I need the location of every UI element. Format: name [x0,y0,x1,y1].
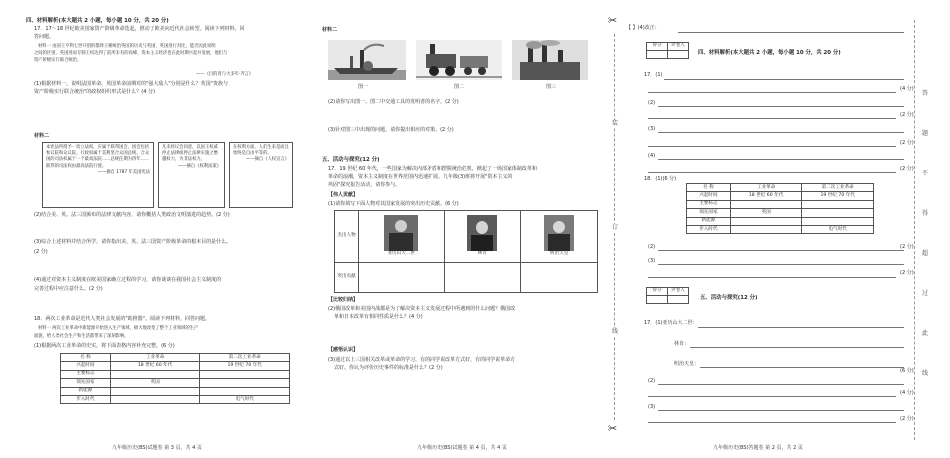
table-row [687,209,874,217]
q18-answer-3: (3) [648,258,656,264]
answer-line[interactable] [648,92,896,93]
q19-intro-1: 17．19 世纪 60 年代，一些国家为解决内部矛盾和摆脱统治危机，掀起了一场国家体制改革和 [328,166,537,172]
portrait-cell [444,211,521,263]
notice-char: 题 [922,130,929,137]
table-cell: 18 世纪 60 年代 [730,192,802,200]
table-cell: 主要标志 [687,200,731,208]
industrial-revolution-table [60,353,290,404]
points-label: (4 分) [900,390,914,396]
table-cell[interactable] [730,217,802,225]
table-row [61,387,290,395]
q17-intro-2: 答问题。 [34,34,55,40]
points-label: (2 分) [900,166,914,172]
figure-3-label: 图三 [546,84,557,90]
answer-line[interactable] [664,79,904,80]
table-cell: 新能源 [687,217,731,225]
table-cell: 英国 [730,209,802,217]
section-4-title: 四、材料解析(本大题共 2 小题，每小题 10 分，共 20 分) [26,18,169,24]
table-header-cell: 名 称 [687,184,731,192]
q18-part3: (3)针对图三中出现的问题，请你提出相应的对策。(2 分) [328,127,454,133]
table-cell [200,387,290,395]
binding-char: 装 [612,120,619,127]
material-1-text: 材料一 由国王亨利七世开创的都铎王朝统治英国的历史与英国、英国进行对比，能否因此说明 [38,44,216,49]
q17-part3: (3)综合上述材料并结合所学，请你指出美、英、法三国资产阶级革命的根本目的是什么。 [34,239,232,245]
table-cell[interactable] [730,200,802,208]
answer-section-4: 四、材料解析(本大题共 2 小题，每小题 10 分，共 20 分) [698,50,841,56]
grader-label: 评卷人 [668,43,689,51]
q17-part3b: (2 分) [34,249,48,255]
constitution-box [42,142,154,208]
bill-of-rights-text: 凡未经议会同意，以国王权威停止法律或停止法律实施之僭越权力，为非法权力。 [162,145,218,163]
material-1-text-3: 资产阶级实行联合统治。 [34,58,82,63]
notice-char: 答 [922,90,929,97]
portrait-cell [521,211,598,263]
rights-declaration-box [229,142,293,208]
q19-answer-3: (3) [648,404,656,410]
table-row [61,370,290,378]
table-cell: 19 世纪 70 年代 [200,362,290,370]
q19-part3: (3)通过以上三国相关改革或革命的学习，有的同学说改革方式好，有的同学说革命方 [328,357,516,363]
material-2-label: 材料二 [34,133,50,139]
score-label: 得分 [647,288,668,296]
table-row [687,217,874,225]
table-cell: 步入时代 [61,395,111,403]
table-row [61,395,290,403]
exam-page-3 [0,0,314,458]
material-1-source: ——《目的育与大多年·齐言》 [196,72,254,77]
answer-section-5: 五、活动与探究(12 分) [700,295,758,301]
q17-part1b: 资产阶级实行联合统治"的政权组织形式是什么？(4 分) [34,89,155,95]
q17-part4b: 完善过程中应注意什么。(2 分) [34,286,103,292]
scissors-icon: ✂ [608,14,618,27]
score-box [646,287,689,304]
points-label: (2 分) [900,112,914,118]
score-cell [647,296,668,304]
locomotive-illustration [416,40,502,80]
q18-part1: (1)根据两次工业革命的史实，将下面表格内容补充完整。(6 分) [34,343,175,349]
page-footer: 九年级历史(BS)试题卷 第 4 页，共 4 页 [417,445,507,452]
table-cell: 主要标志 [61,370,111,378]
points-label: (6 分) [900,368,914,374]
locomotive-image [416,40,502,80]
answer-line[interactable] [700,367,904,368]
table-cell: 步入时代 [687,225,731,233]
score-label: 得分 [647,43,668,51]
answer-line[interactable] [648,422,896,423]
q17-part2: (2)结合美、英、法三国颁布的法律文献内容，请你概括人类政治文明演进的趋势。(2 分) [34,212,230,218]
q19-part3b: 式好。你认为评价历史事件的标准是什么？(2 分) [334,365,443,371]
q19-answer-lincoln: 林肯： [674,341,690,347]
table-cell: 领先国家 [687,209,731,217]
figure-2-label: 图二 [454,84,465,90]
table-cell: 新能源 [61,387,111,395]
answer-line[interactable] [658,132,904,133]
table-cell: 兴起时间 [61,362,111,370]
q19-part2: (2)俄国改革和美国内战都是为了解决资本主义发展过程中所遇到的什么问题？俄国改 [328,306,516,312]
material-1-text-2: 之间的区别，英国进而专制王权达到了前所未有的高峰，资本主义经济也在此时期兴起并发展，他们与 [34,51,228,56]
q19-answer-2: (2) [648,378,656,384]
answer-line[interactable] [648,396,896,397]
contribution-row-label: 突出贡献 [335,263,359,293]
q19-intro-2: 革命的浪潮，资本主义制度在世界范围内迅速扩展。九年级(3)班将开展"资本主义的 [328,174,513,180]
answer-line[interactable] [648,277,896,278]
answer-line[interactable] [658,159,904,160]
factory-pollution-image [512,40,588,80]
points-label: (4 分) [900,86,914,92]
scissors-icon: ✂ [608,422,618,435]
exam-page-4 [316,0,608,458]
table-cell[interactable] [802,200,874,208]
notice-char: 不 [922,170,929,177]
points-label: (2 分) [900,416,914,422]
q18-answer-2: (2) [648,244,656,250]
q19-part1: (1)请你填写下面人物对其国家发展的突出历史贡献。(6 分) [328,201,459,207]
portrait-caption: 亚历山大二世 [387,251,416,257]
table-row [61,362,290,370]
rights-declaration-text: 在权利方面，人们生来是而且始终是自由平等的。 [233,145,289,157]
table-cell [200,379,290,387]
portrait-caption: 明治天皇 [549,251,569,257]
material-2-title: 材料二 [322,27,338,33]
table-cell: 18 世纪 60 年代 [110,362,200,370]
table-header-cell: 工业革命 [110,354,200,362]
answer-sheet-page-2 [608,0,950,458]
contribution-row [335,263,598,293]
portrait-cell [359,211,445,263]
contribution-cell [521,263,598,293]
table-cell: 电气时代 [200,395,290,403]
part4-correction-label: 【 】(4)改正： [626,25,660,31]
answer-line[interactable] [648,146,896,147]
q17-answer-4: (4) [648,153,656,159]
seal-line [914,20,915,440]
q19-part2b: 革和日本改革有相同性质是什么？(4 分) [334,314,423,320]
table-cell: 兴起时间 [687,192,731,200]
constitution-source: ——摘自 1787 年美国宪法 [97,169,150,175]
points-label: (2 分) [900,270,914,276]
rights-declaration-source: ——摘自《人权宣言》 [246,157,289,163]
alexander-ii-portrait [384,215,418,251]
contribution-cell [359,263,445,293]
people-row [335,211,598,263]
page-footer: 九年级历史(BS)试题卷 第 3 页，共 4 页 [112,445,202,452]
answer-line[interactable] [658,410,904,411]
score-box [646,42,689,59]
steamship-image [328,40,406,80]
lincoln-portrait [467,215,497,251]
table-cell: 电气时代 [802,225,874,233]
answer-line[interactable] [658,106,904,107]
binding-char: 线 [612,328,619,335]
notice-char: 得 [922,210,929,217]
q19-answer-1: 17．(1)亚历山大二世： [644,320,698,326]
figure-1-label: 图一 [358,84,369,90]
answer-line[interactable] [658,384,904,385]
notice-char: 过 [922,290,929,297]
meiji-portrait [544,215,574,251]
constitution-text: 本宪法所授予一切立法权，应属于联邦国会，国会包括参议院和众议院。行政权属于美利坚合众国总统。合众国的司法权属于一个最高法院……总统任期为四年……联邦的司法权由最高法院行使。 [46,145,150,169]
table-cell[interactable] [802,209,874,217]
q18-intro: 18．两次工业革命是近代人类社会发展的"助推器"。阅读下列材料，回答问题。 [34,316,210,322]
score-cell [647,51,668,59]
table-header-cell: 名 称 [61,354,111,362]
portrait-caption: 林肯 [477,251,487,257]
q17-intro: 17．17～18 世纪欧美国家资产阶级革命迭起，推动了欧美向近代社会转型。阅读下列材料，回 [34,26,245,32]
answer-line[interactable] [658,264,904,265]
people-row-label: 杰出人物 [335,211,359,263]
q17-answer-1: 17．(1) [644,72,663,78]
table-header-cell: 第二次工业革命 [802,184,874,192]
table-row [687,200,874,208]
table-cell: 领先国家 [61,379,111,387]
notice-char: 超 [922,250,929,257]
table-row [61,379,290,387]
q18-material-1: 材料一 两次工业革命中新能源开始进入生产领域，极大地改变了整个工业领域的生产 [38,326,199,331]
table-header-cell: 工业革命 [730,184,802,192]
grader-cell [668,296,689,304]
compare-heading: 【比较归纳】 [328,297,359,303]
grader-label: 评卷人 [668,288,689,296]
q17-answer-3: (3) [648,126,656,132]
table-header-row [61,354,290,362]
points-label: (2 分) [900,244,914,250]
bill-of-rights-box [158,142,225,208]
q19-answer-meiji: 明治天皇： [674,361,700,367]
answer-line[interactable] [648,172,896,173]
table-cell: 英国 [110,379,200,387]
bill-of-rights-source: ——摘自《权利法案》 [178,163,221,169]
q17-part1: (1)根据材料一，说明法国革命、英国革命前期对的"强大敌人"分别是什么？英国"贵族与 [34,81,228,87]
answer-line[interactable] [690,347,904,348]
table-cell [110,395,200,403]
q18-part2: (2)请你写出图一、图二中交通工具的发明者的名字。(2 分) [328,99,459,105]
table-header-row [687,184,874,192]
q19-intro-3: 巩固"探究报告活动，请你参与。 [328,182,401,188]
table-row [687,225,874,233]
points-label: (2 分) [900,140,914,146]
factory-illustration [512,40,588,80]
page-footer: 九年级历史(BS)答题卷 第 2 页，共 2 页 [713,445,803,452]
reflection-heading: 【感悟认识】 [328,347,359,353]
table-header-cell: 第二次工业革命 [200,354,290,362]
table-cell [110,370,200,378]
table-cell[interactable] [730,225,802,233]
table-cell[interactable] [802,217,874,225]
answer-table [686,183,874,234]
table-cell [110,387,200,395]
q17-part4: (4)通过对资本主义制度在欧美国家确立过程的学习，请你谈谈在我国社会主义制度的 [34,277,222,283]
answer-line [678,32,904,33]
answer-line[interactable] [648,118,896,119]
great-people-heading: 【伟人贡献】 [328,192,359,198]
answer-line[interactable] [698,327,904,328]
q17-answer-2: (2) [648,100,656,106]
contribution-cell [444,263,521,293]
table-cell [200,370,290,378]
answer-line[interactable] [658,250,904,251]
people-contribution-table [334,210,598,293]
section-5-title: 五、活动与探究(12 分) [322,157,380,163]
binding-char: 订 [612,224,619,231]
grader-cell [668,51,689,59]
table-cell: 19 世纪 70 年代 [802,192,874,200]
q18-material-1b: 面貌，给人类社会生产和生活都带来了深刻影响。 [34,334,129,339]
notice-char: 此 [922,330,929,337]
q18-answer-1: 18．(1)(6 分) [644,176,677,182]
notice-char: 线 [922,370,929,377]
table-row [687,192,874,200]
steamship-illustration [328,40,406,80]
